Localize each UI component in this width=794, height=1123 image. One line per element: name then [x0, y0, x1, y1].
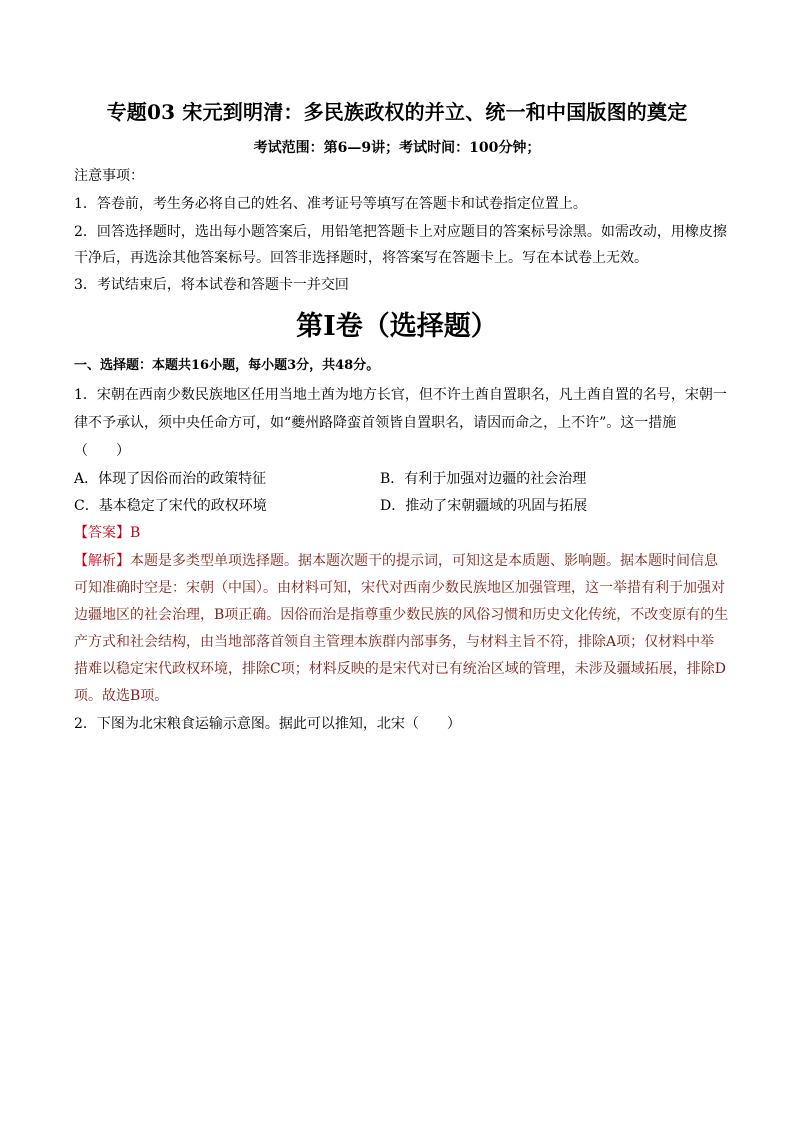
analysis-text: 本题是多类型单项选择题。据本题次题干的提示词，可知这是本质题、影响题。据本题时间信息	[130, 553, 718, 569]
answer-label: 【答案】	[74, 525, 130, 541]
q1-analysis-line-3: 边疆地区的社会治理，B项正确。因俗而治是指尊重少数民族的风俗习惯和历史文化传统，不改变原有的生	[74, 607, 729, 623]
q1-answer	[74, 523, 140, 543]
notice-heading: 注意事项：	[74, 168, 144, 184]
notice-item-2-cont: 干净后，再选涂其他答案标号。回答非选择题时，将答案写在答题卡上。写在本试卷上无效。	[74, 250, 648, 266]
q1-option-b: B．有利于加强对边疆的社会治理	[380, 471, 587, 487]
exam-scope-subtitle: 考试范围：第6—9讲；考试时间：100分钟；	[253, 140, 541, 156]
q1-option-d: D．推动了宋朝疆域的巩固与拓展	[380, 498, 588, 514]
q1-option-c: C．基本稳定了宋代的政权环境	[74, 498, 267, 514]
notice-item-2: 2．回答选择题时，选出每小题答案后，用铅笔把答题卡上对应题目的答案标号涂黑。如需改动，用橡皮擦	[74, 224, 727, 240]
section-title: 第I卷（选择题）	[296, 311, 498, 342]
section-instruction: 一、选择题：本题共16小题，每小题3分，共48分。	[74, 358, 380, 373]
q1-analysis-line-6: 项。故选B项。	[74, 688, 169, 704]
q1-analysis-line-2: 可知准确时空是：宋朝（中国）。由材料可知，宋代对西南少数民族地区加强管理，这一举措有利于加强对	[74, 580, 725, 596]
q2-stem: 2．下图为北宋粮食运输示意图。据此可以推知，北宋（ ）	[74, 716, 461, 732]
q1-analysis-line-1	[74, 551, 718, 571]
q1-option-a: A．体现了因俗而治的政策特征	[74, 471, 267, 487]
q1-analysis-line-4: 产方式和社会结构，由当地部落首领自主管理本族群内部事务，与材料主旨不符，排除A项；仅材料中举	[74, 634, 715, 650]
q1-stem-line-3: （ ）	[74, 443, 130, 459]
q1-stem-line-2: 律不予承认，须中央任命方可，如“夔州路降蛮首领皆自置职名，请因而命之，上不许”。这一措施	[74, 415, 677, 431]
analysis-label: 【解析】	[74, 553, 130, 569]
q1-stem-line-1: 1．宋朝在西南少数民族地区任用当地土酋为地方长官，但不许土酋自置职名，凡土酋自置的名号，宋朝一	[74, 387, 727, 403]
notice-item-3: 3．考试结束后，将本试卷和答题卡一并交回	[74, 277, 349, 293]
answer-value: B	[130, 525, 141, 541]
notice-item-1: 1．答卷前，考生务必将自己的姓名、准考证号等填写在答题卡和试卷指定位置上。	[74, 196, 587, 212]
page-title: 专题03 宋元到明清：多民族政权的并立、统一和中国版图的奠定	[106, 100, 688, 124]
q1-analysis-line-5: 措难以稳定宋代政权环境，排除C项；材料反映的是宋代对已有统治区域的管理，未涉及疆域拓展，排除D	[74, 661, 726, 677]
